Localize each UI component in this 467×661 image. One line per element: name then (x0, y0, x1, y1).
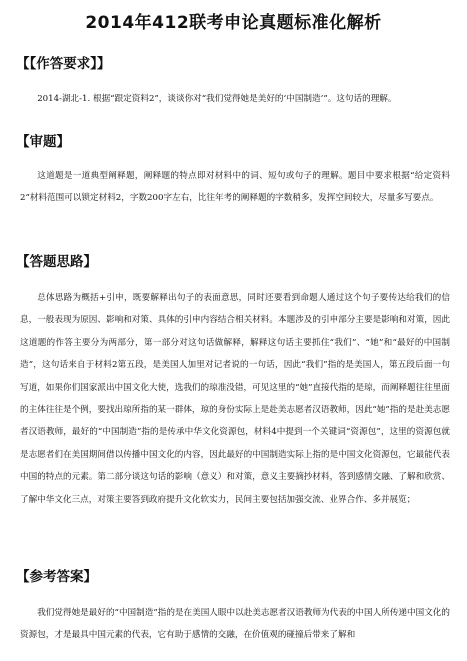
requirements-paragraph: 2014-湖北-1. 根据“跟定资料2”，谈谈你对“我们觉得她是美好的‘中国制造’”。这句话的理解。 (37, 94, 397, 104)
section-heading-requirements: 【【作答要求】】 (16, 56, 111, 72)
section-heading-analysis: 【审题】 (16, 134, 70, 150)
requirements-text (20, 88, 450, 110)
answer-text (20, 602, 450, 646)
section-heading-approach: 【答题思路】 (16, 254, 97, 270)
analysis-paragraph: 这道题是一道典型阐释题，阐释题的特点即对材料中的词、短句或句子的理解。题目中要求根据“给定资料2”材料范围可以锁定材料2，字数200字左右，比往年考的阐释题的字数稍多，发挥空间较大，尽量多写要点。 (20, 171, 450, 203)
approach-paragraph: 总体思路为概括+引申，既要解释出句子的表面意思，同时还要看到命题人通过这个句子要传达给我们的信息，一般表现为原因、影响和对策、具体的引申内容结合相关材料。本题涉及的引申部分主要是影响和对策，因此这道题的作答主要分为两部分，第一部分对这句话做解释，解释这句话主要抓住“我们”、“她”和“最好的中国制造”，这句话来自于材料2第五段，是美国人加里对记者说的一句话，因此“我们”指的是美国人，第五段后面一句写道，如果你们国家派出中国文化大使，选我们的琼准没错，可见这里的“她”直接代指的是琼，而阐释题往往里面的主体往往是个例，要找出琼所指的某一群体，琼的身份实际上是赴美志愿者汉语教师，因此“她”指的是赴美志愿者汉语教师，最好的“中国制造”指的是传承中华文化资源包，材料4中提到一个关键词“资源包”，这里的资源包就是志愿者们在美国期间借以传播中国文化的内容，因此最好的中国制造实际上指的是中国文化资源包，它最能代表中国的特点的元素。第二部分谈这句话的影响（意义）和对策，意义主要摘抄材料，答到感情交融、了解和欣赏、了解中华文化三点，对策主要答到政府提升文化软实力，民间主要包括加强交流、业界合作、多并展览； (20, 293, 450, 505)
answer-paragraph: 我们觉得她是最好的“中国制造”指的是在美国人眼中以赴美志愿者汉语教师为代表的中国人所传递中国文化的资源包，才是最具中国元素的代表，它有助于感情的交融，在价值观的碰撞后带来了解和 (20, 608, 450, 640)
analysis-text (20, 165, 450, 209)
approach-text (20, 287, 450, 511)
section-heading-answer: 【参考答案】 (16, 569, 97, 585)
page-title: 2014年412联考申论真题标准化解析 (85, 13, 382, 33)
